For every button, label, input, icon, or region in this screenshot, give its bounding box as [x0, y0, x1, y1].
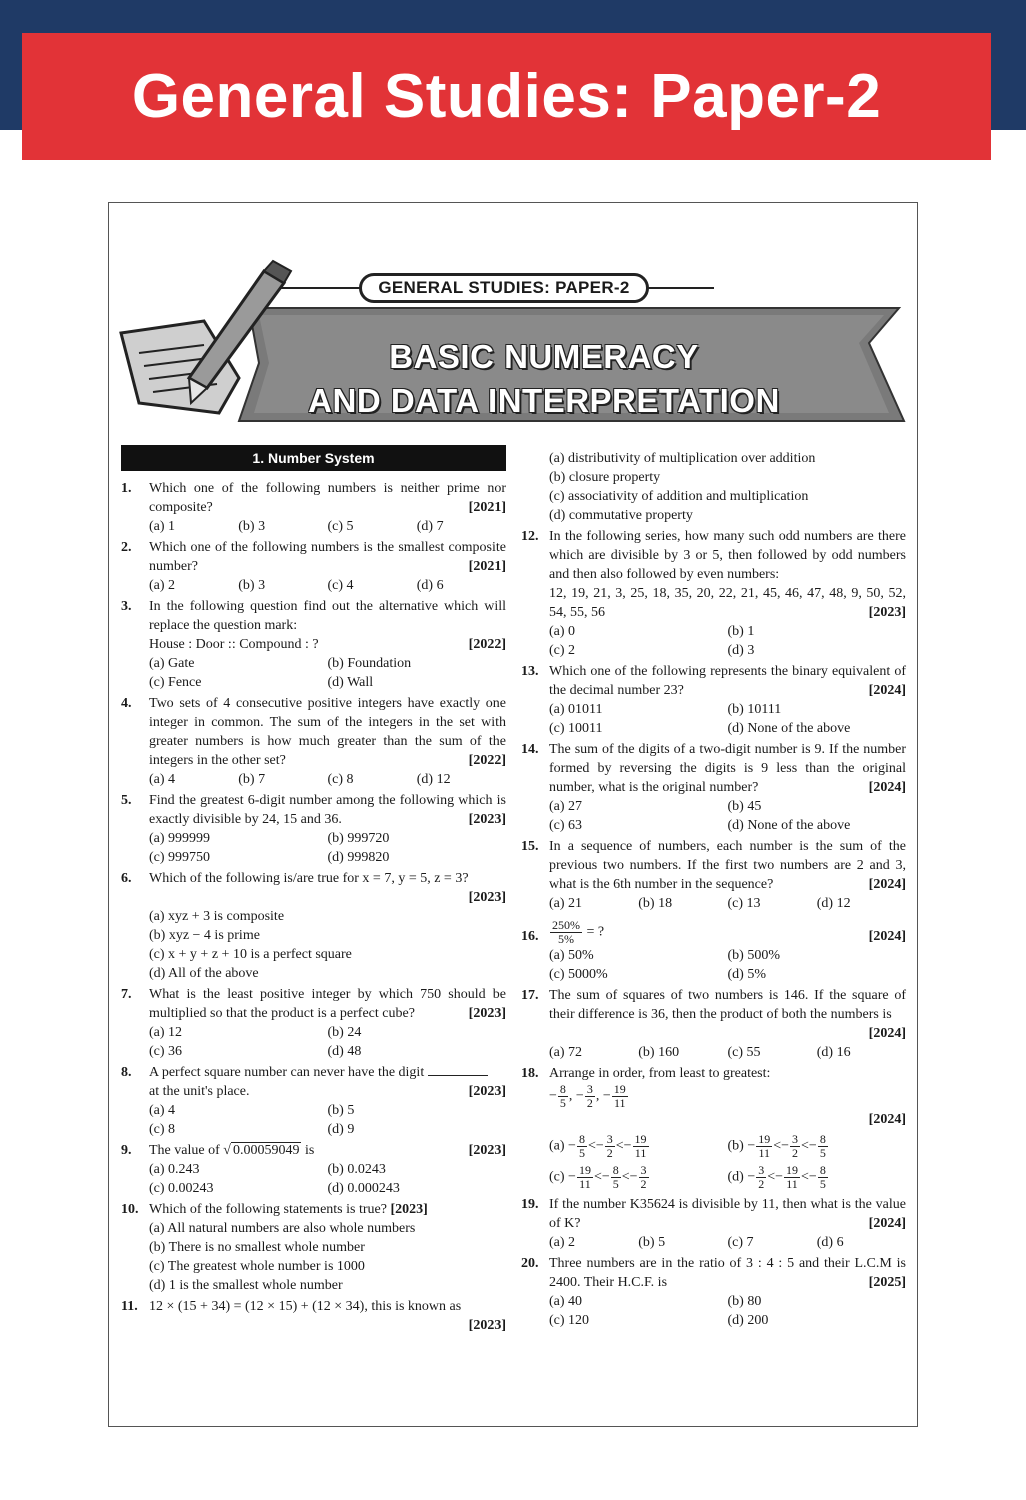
option-c: (c) associativity of addition and multiplication: [549, 489, 809, 504]
left-column: [121, 445, 506, 1337]
option-c: (c) 999750: [149, 850, 211, 865]
option-d: (d) None of the above: [727, 721, 851, 736]
question-number: 3.: [121, 599, 132, 614]
question-text: Three numbers are in the ratio of 3 : 4 : 5 and their L.C.M is 2400. Their H.C.F. is: [549, 1256, 906, 1290]
year-tag: [2024]: [868, 683, 906, 698]
option-a: (a) 72: [549, 1045, 583, 1060]
option-a: (a) 40: [549, 1294, 583, 1309]
question-11: [121, 1297, 506, 1335]
option-c: (c) 8: [149, 1122, 176, 1137]
option-c: (c) 63: [549, 818, 583, 833]
option-a: (a) 27: [549, 799, 583, 814]
fraction-numerator: 19: [613, 1082, 626, 1096]
question-number: 12.: [521, 529, 539, 544]
option-d: (d) 200: [727, 1313, 769, 1328]
chapter-title: [274, 335, 814, 423]
year-tag: [2023]: [390, 1202, 428, 1217]
banner-title: General Studies: Paper-2: [131, 62, 882, 131]
option-d: (d) commutative property: [549, 508, 693, 523]
question-18: [521, 1064, 906, 1191]
option-c: (c) 7: [727, 1235, 754, 1250]
option-a: (a) 999999: [149, 831, 211, 846]
question-text: In the following question find out the alternative which will replace the question mark:: [149, 599, 506, 633]
year-tag: [2024]: [868, 780, 906, 795]
question-number: 15.: [521, 839, 539, 854]
question-analogy: House : Door :: Compound : ?: [149, 637, 319, 652]
option-a: (a) 0.243: [149, 1162, 200, 1177]
fraction: [550, 919, 582, 946]
question-20: [521, 1254, 906, 1330]
option-a: (a) 4: [149, 772, 176, 787]
option-a: (a) 1: [149, 519, 176, 534]
option-d: (d) 1 is the smallest whole number: [149, 1278, 343, 1293]
fraction-denominator: 5: [559, 1096, 566, 1110]
question-5: [121, 791, 506, 867]
fraction-list: − $\frac{8}{5}$ , − $\frac{3}{2}$ , − $\frac{19}{11}$: [549, 1082, 626, 1110]
question-text: = ?: [586, 924, 605, 940]
option-a: (a) 0: [549, 624, 576, 639]
question-number: 7.: [121, 987, 132, 1002]
year-tag: [2023]: [468, 1318, 506, 1333]
option-c: (c) 0.00243: [149, 1181, 214, 1196]
option-b: (b) 0.0243: [327, 1162, 386, 1177]
option-a: (a) 2: [149, 578, 176, 593]
fraction: [612, 1083, 628, 1110]
question-text: A perfect square number can never have the digit: [149, 1065, 425, 1080]
question-14: [521, 740, 906, 835]
fraction-denominator: 11: [613, 1096, 626, 1110]
option-a: (a) 21: [549, 896, 583, 911]
option-c: (c) x + y + z + 10 is a perfect square: [149, 947, 352, 962]
right-column: [521, 449, 906, 1332]
question-4: [121, 694, 506, 789]
question-13: [521, 662, 906, 738]
year-tag: [2022]: [468, 753, 506, 768]
option-d: (d) 48: [327, 1044, 362, 1059]
question-number: 16.: [521, 929, 539, 944]
option-d: (d) 0.000243: [327, 1181, 400, 1196]
option-d: (d) Wall: [327, 675, 374, 690]
option-a: (a) xyz + 3 is composite: [149, 909, 285, 924]
question-number: 9.: [121, 1143, 132, 1158]
option-d: (d) 6: [816, 1235, 844, 1250]
chapter-title-line-2: AND DATA INTERPRETATION: [308, 382, 780, 419]
option-b: (b) 5: [327, 1103, 355, 1118]
question-2: [121, 538, 506, 595]
option-b: (b) 160: [638, 1045, 680, 1060]
fraction-denominator: 5%: [558, 932, 574, 946]
year-tag: [2024]: [868, 1216, 906, 1231]
question-8: [121, 1063, 506, 1139]
option-c: (c) 36: [149, 1044, 183, 1059]
question-text: The sum of squares of two numbers is 146. If the square of their difference is 36, then the product of both the numbers is: [549, 988, 906, 1022]
question-text: Arrange in order, from least to greatest:: [549, 1066, 771, 1081]
year-tag: [2021]: [468, 500, 506, 515]
question-text: The sum of the digits of a two-digit number is 9. If the number formed by reversing the digits is 9 less than the original number, what is the original number?: [549, 742, 906, 795]
option-c: (c) Fence: [149, 675, 202, 690]
option-b: (b) 3: [238, 519, 266, 534]
question-16: [521, 919, 906, 984]
question-number: 11.: [121, 1299, 138, 1314]
option-d: (d) 12: [816, 896, 851, 911]
question-17: [521, 986, 906, 1062]
option-c: (c) 8: [327, 772, 354, 787]
section-heading: 1. Number System: [121, 445, 506, 471]
question-number: 2.: [121, 540, 132, 555]
option-d: (d) 7: [416, 519, 444, 534]
question-number: 10.: [121, 1202, 139, 1217]
year-tag: [2023]: [468, 1084, 506, 1099]
question-text: Which of the following statements is true?: [149, 1202, 387, 1217]
question-text: Two sets of 4 consecutive positive integers have exactly one integer in common. The sum of the integers in the set with greater numbers is how much greater than the sum of the integers in the other set?: [149, 696, 506, 768]
question-number: 1.: [121, 481, 132, 496]
question-12: [521, 527, 906, 660]
question-text: What is the least positive integer by which 750 should be multiplied so that the product is a perfect cube?: [149, 987, 506, 1021]
option-b: (b) 45: [727, 799, 762, 814]
minus-sign: −: [549, 1088, 557, 1104]
option-b: (b) There is no smallest whole number: [149, 1240, 365, 1255]
year-tag: [2023]: [468, 812, 506, 827]
option-b: (b) 10111: [727, 702, 782, 717]
question-number: 20.: [521, 1256, 539, 1271]
radicand: 0.00059049: [232, 1143, 300, 1158]
option-b: (b) xyz − 4 is prime: [149, 928, 260, 943]
question-text: Which one of the following numbers is the smallest composite number?: [149, 540, 506, 574]
question-number: 8.: [121, 1065, 132, 1080]
option-c: (c) 120: [549, 1313, 590, 1328]
option-a: (a) 12: [149, 1025, 183, 1040]
year-tag: [2025]: [868, 1275, 906, 1290]
option-b: (b) 3: [238, 578, 266, 593]
question-text-cont: is: [304, 1143, 315, 1158]
option-c: (c) The greatest whole number is 1000: [149, 1259, 365, 1274]
paper-label-pill: GENERAL STUDIES: PAPER-2: [359, 273, 649, 303]
option-a: (a) 4: [149, 1103, 176, 1118]
question-text: Which one of the following numbers is neither prime nor composite?: [149, 481, 506, 515]
question-text: If the number K35624 is divisible by 11, then what is the value of K?: [549, 1197, 906, 1231]
option-d: (d) None of the above: [727, 818, 851, 833]
option-b: (b) 24: [327, 1025, 362, 1040]
question-10: [121, 1200, 506, 1295]
option-d: (d) 999820: [327, 850, 390, 865]
minus-sign: −: [602, 1088, 611, 1104]
option-d: (d) − $\frac{3}{2}$ <− $\frac{19}{11}$ <− $\frac{8}{5}$: [727, 1163, 826, 1191]
year-tag: [2024]: [868, 1112, 906, 1127]
question-6: [121, 869, 506, 983]
fraction-denominator: 2: [586, 1096, 593, 1110]
option-d: (d) 9: [327, 1122, 355, 1137]
option-a: (a) − $\frac{8}{5}$ <− $\frac{3}{2}$ <− $\frac{19}{11}$: [549, 1132, 647, 1160]
question-text: In a sequence of numbers, each number is the sum of the previous two numbers. If the first two numbers are 2 and 3, what is the 6th number in the sequence?: [549, 839, 906, 892]
question-3: [121, 597, 506, 692]
option-b: (b) 18: [638, 896, 673, 911]
option-c: (c) 4: [327, 578, 354, 593]
fraction: [585, 1083, 595, 1110]
chapter-title-line-1: BASIC NUMERACY: [389, 338, 699, 375]
option-a: (a) 2: [549, 1235, 576, 1250]
option-a: (a) 01011: [549, 702, 603, 717]
question-number: 19.: [521, 1197, 539, 1212]
option-c: (c) 13: [727, 896, 761, 911]
answer-blank: [428, 1075, 488, 1076]
question-text-cont: at the unit's place.: [149, 1084, 250, 1099]
fraction-numerator: 8: [559, 1082, 566, 1096]
question-text: Find the greatest 6-digit number among the following which is exactly divisible by 24, 15 and 36.: [149, 793, 506, 827]
option-c: (c) 55: [727, 1045, 761, 1060]
option-c: (c) 5: [327, 519, 354, 534]
question-number: 14.: [521, 742, 539, 757]
question-19: [521, 1195, 906, 1252]
question-11-options: [521, 449, 906, 525]
book-page: [108, 202, 918, 1427]
number-series: 12, 19, 21, 3, 25, 18, 35, 20, 22, 21, 45, 46, 47, 48, 9, 50, 52, 54, 55, 56: [549, 586, 906, 620]
option-d: (d) 6: [416, 578, 444, 593]
option-b: (b) closure property: [549, 470, 661, 485]
question-text: 12 × (15 + 34) = (12 × 15) + (12 × 34), this is known as: [149, 1299, 462, 1314]
question-number: 4.: [121, 696, 132, 711]
question-text: The value of: [149, 1143, 220, 1158]
option-b: (b) 500%: [727, 948, 780, 963]
option-b: (b) 1: [727, 624, 755, 639]
question-number: 6.: [121, 871, 132, 886]
option-a: (a) distributivity of multiplication over addition: [549, 451, 816, 466]
option-c: (c) − $\frac{19}{11}$ <− $\frac{8}{5}$ <− $\frac{3}{2}$: [549, 1163, 647, 1191]
question-number: 17.: [521, 988, 539, 1003]
fraction: [558, 1083, 568, 1110]
sqrt-icon: √: [223, 1143, 231, 1158]
year-tag: [2021]: [468, 559, 506, 574]
year-tag: [2024]: [868, 929, 906, 944]
question-1: [121, 479, 506, 536]
year-tag: [2022]: [468, 637, 506, 652]
option-b: (b) 999720: [327, 831, 390, 846]
option-d: (d) All of the above: [149, 966, 259, 981]
option-c: (c) 2: [549, 643, 576, 658]
question-text: Which one of the following represents the binary equivalent of the decimal number 23?: [549, 664, 906, 698]
option-b: (b) Foundation: [327, 656, 412, 671]
question-number: 13.: [521, 664, 539, 679]
option-b: (b) − $\frac{19}{11}$ <− $\frac{3}{2}$ <− $\frac{8}{5}$: [727, 1132, 826, 1160]
option-d: (d) 5%: [727, 967, 766, 982]
option-b: (b) 5: [638, 1235, 666, 1250]
year-tag: [2023]: [868, 605, 906, 620]
question-number: 5.: [121, 793, 132, 808]
year-tag: [2024]: [868, 877, 906, 892]
option-b: (b) 80: [727, 1294, 762, 1309]
year-tag: [2024]: [868, 1026, 906, 1041]
option-b: (b) 7: [238, 772, 266, 787]
option-c: (c) 10011: [549, 721, 603, 736]
option-c: (c) 5000%: [549, 967, 608, 982]
option-d: (d) 16: [816, 1045, 851, 1060]
fraction-numerator: 3: [586, 1082, 593, 1096]
year-tag: [2023]: [468, 1143, 506, 1158]
question-text: In the following series, how many such odd numbers are there which are divisible by 3 or 5, then followed by odd numbers and then also followed by even numbers:: [549, 529, 906, 582]
question-number: 18.: [521, 1066, 539, 1081]
minus-sign: −: [575, 1088, 584, 1104]
question-7: [121, 985, 506, 1061]
option-a: (a) Gate: [149, 656, 195, 671]
question-15: [521, 837, 906, 913]
question-9: [121, 1141, 506, 1198]
title-banner: [22, 33, 991, 160]
year-tag: [2023]: [468, 890, 506, 905]
option-a: (a) All natural numbers are also whole numbers: [149, 1221, 416, 1236]
option-d: (d) 12: [416, 772, 451, 787]
fraction-numerator: 250%: [552, 918, 580, 932]
option-d: (d) 3: [727, 643, 755, 658]
option-a: (a) 50%: [549, 948, 594, 963]
year-tag: [2023]: [468, 1006, 506, 1021]
question-text: Which of the following is/are true for x = 7, y = 5, z = 3?: [149, 871, 469, 886]
